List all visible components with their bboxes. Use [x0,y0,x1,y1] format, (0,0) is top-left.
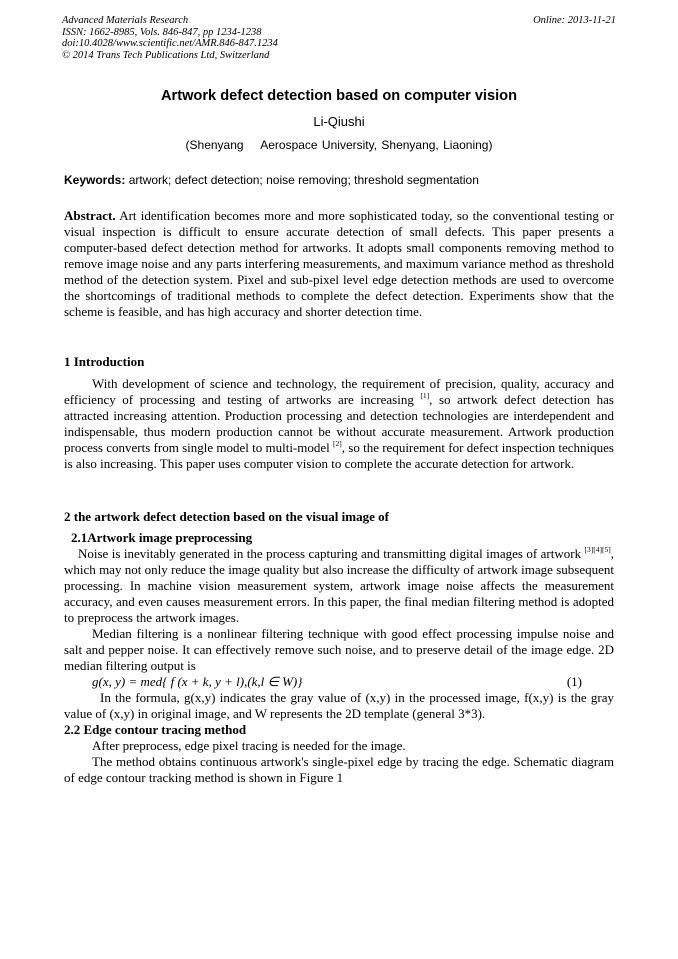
section-2-heading: 2 the artwork defect detection based on the visual image of [64,509,389,524]
preprocessing-paragraph [64,546,614,626]
copyright-line: © 2014 Trans Tech Publications Ltd, Switzerland [62,49,270,61]
keywords-line [64,173,614,187]
journal-header [62,15,616,61]
keywords-label: Keywords: [64,173,126,187]
abstract-text: Art identification becomes more and more sophisticated today, so the conventional testing or visual inspection is difficult to ensure accurate detection of small defects. This paper presents a computer-based defect detection method for artworks. It adopts small components removing method to remove image noise and any parts interfering measurements, and maximum variance method as threshold method of the detection system. Pixel and sub-pixel level edge detection methods are used to overcome the shortcomings of traditional methods to complete the defect detection. Experiments show that the scheme is feasible, and has high accuracy and shorter detection time. [64,208,614,319]
edge-tracing-paragraph-2: The method obtains continuous artwork's single-pixel edge by tracing the edge. Schematic diagram of edge contour tracking method is shown in Figure 1 [64,754,614,785]
subsection-2-2-heading: 2.2 Edge contour tracing method [64,722,247,737]
equation-formula: g(x, y) = med{ f (x + k, y + l),(k,l ∈ W)} [92,674,303,689]
author-affiliation: (Shenyang Aerospace University, Shenyang, Liaoning) [185,138,493,152]
equation-number: (1) [566,674,582,689]
median-filter-paragraph: Median filtering is a nonlinear filtering technique with good effect processing impulse noise and salt and pepper noise. It can effectively remove such noise, and to preserve detail of the image edge. 2D median filtering output is [64,626,614,673]
intro-text-3: , so the requirement for defect inspection techniques is also increasing. This paper uses computer vision to complete the accurate detection for artwork. [64,440,614,471]
doi-line: doi:10.4028/www.scientific.net/AMR.846-847.1234 [62,38,278,49]
preproc-text-1: Noise is inevitably generated in the process capturing and transmitting digital images of artwork [78,546,585,561]
ref-2: [2] [333,439,342,448]
author-name: Li-Qiushi [313,114,365,129]
ref-3-5: [3][4][5] [584,545,611,554]
subsection-2-1-heading: 2.1Artwork image preprocessing [71,530,253,545]
abstract-label: Abstract. [64,208,116,223]
intro-heading: 1 Introduction [64,354,145,369]
issn-line: ISSN: 1662-8985, Vols. 846-847, pp 1234-1238 [62,26,262,38]
keywords-text: artwork; defect detection; noise removing; threshold segmentation [125,173,479,187]
section-2 [64,509,614,786]
paper-title: Artwork defect detection based on computer vision [161,88,517,104]
intro-text-1: With development of science and technology, the requirement of precision, quality, accuracy and efficiency of processing and testing of artworks are increasing [64,376,614,407]
online-date: Online: 2013-11-21 [533,15,616,26]
section-introduction [64,354,614,472]
journal-name: Advanced Materials Research [62,15,189,26]
abstract [64,208,614,320]
edge-tracing-paragraph-1: After preprocess, edge pixel tracing is needed for the image. [92,738,406,753]
formula-explanation: In the formula, g(x,y) indicates the gray value of (x,y) in the processed image, f(x,y) is the gray value of (x,y) in original image, and W represents the 2D template (general 3*3). [64,690,614,721]
intro-text-2: , so artwork defect detection has attracted increasing attention. Production processing and detection technologies are interdependent and indispensable, thus modern production cannot be without accurate measurement. Artwork production process converts from single model to multi-model [64,392,614,455]
ref-1: [1] [420,391,430,400]
equation-1 [64,674,614,690]
preproc-text-2: , which may not only reduce the image quality but also increase the difficulty of artwork image subsequent processing. In machine vision measurement system, artwork image noise affects the measurement accuracy, and even causes measurement errors. In this paper, the final median filtering method is adopted to preprocess the artwork images. [64,546,614,625]
intro-paragraph [64,376,614,472]
